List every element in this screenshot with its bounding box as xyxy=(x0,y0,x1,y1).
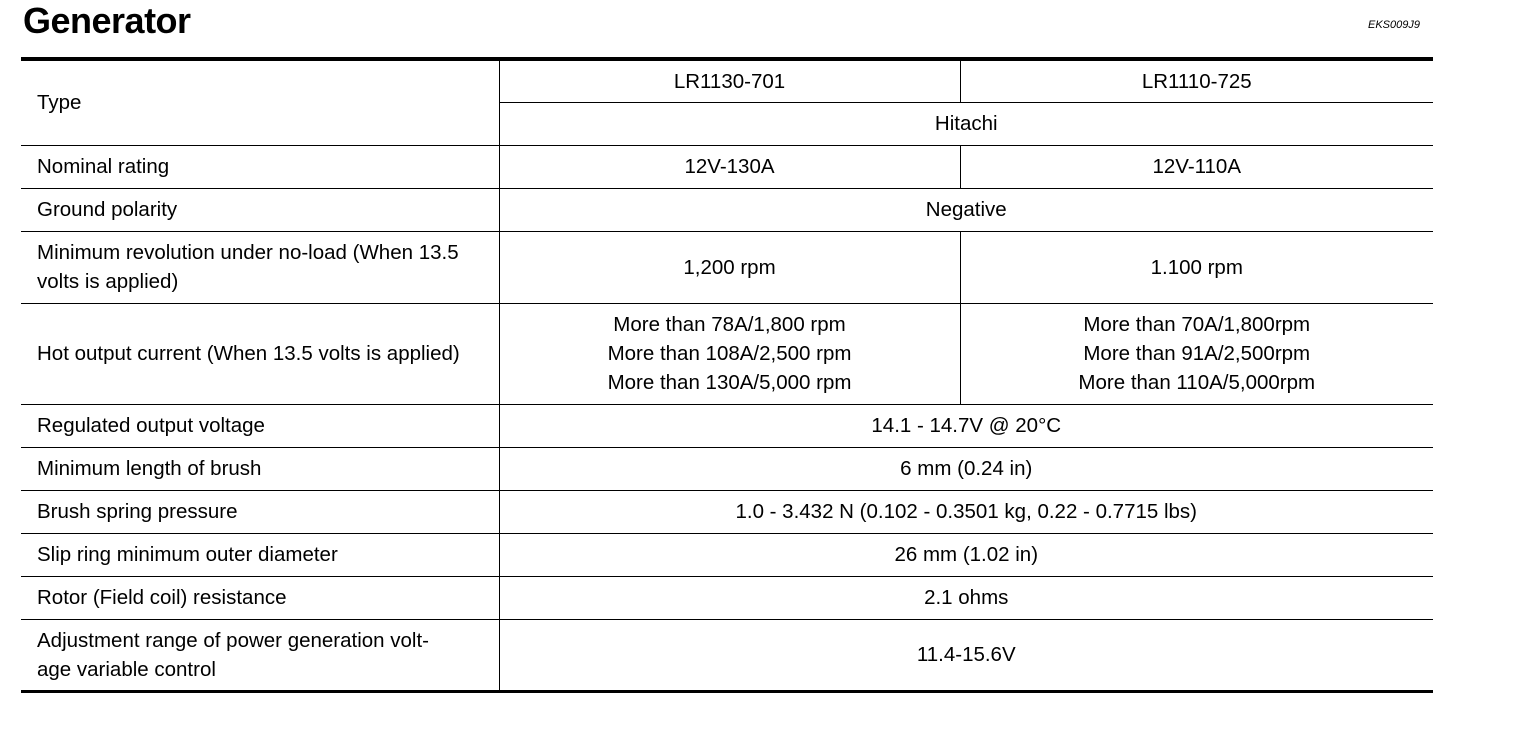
adjustment-range-value: 11.4-15.6V xyxy=(499,619,1433,691)
hot-output-a-line: More than 108A/2,500 rpm xyxy=(607,342,852,365)
brush-pressure-value: 1.0 - 3.432 N (0.102 - 0.3501 kg, 0.22 - 0.7715 lbs) xyxy=(499,490,1433,533)
label-rotor-resistance: Rotor (Field coil) resistance xyxy=(21,576,499,619)
label-slip-ring: Slip ring minimum outer diameter xyxy=(21,533,499,576)
label-ground-polarity: Ground polarity xyxy=(21,188,499,231)
table-row-brush-length xyxy=(21,447,1433,490)
min-revolution-b: 1.100 rpm xyxy=(960,231,1433,303)
table-row-brush-pressure xyxy=(21,490,1433,533)
table-row-min-revolution xyxy=(21,231,1433,303)
table-row-slip-ring xyxy=(21,533,1433,576)
brush-length-value: 6 mm (0.24 in) xyxy=(499,447,1433,490)
label-brush-pressure: Brush spring pressure xyxy=(21,490,499,533)
label-adjustment-range-line: age variable control xyxy=(37,657,216,681)
nominal-rating-b: 12V-110A xyxy=(960,145,1433,188)
label-regulated-voltage: Regulated output voltage xyxy=(21,404,499,447)
label-min-revolution: Minimum revolution under no-load (When 13.5 volts is applied) xyxy=(21,231,499,303)
min-revolution-a: 1,200 rpm xyxy=(499,231,960,303)
table-row-rotor-resistance xyxy=(21,576,1433,619)
nominal-rating-a: 12V-130A xyxy=(499,145,960,188)
hot-output-b xyxy=(960,303,1433,404)
hot-output-b-line: More than 91A/2,500rpm xyxy=(1083,342,1311,365)
slip-ring-value: 26 mm (1.02 in) xyxy=(499,533,1433,576)
model-a: LR1130-701 xyxy=(499,59,960,102)
rotor-resistance-value: 2.1 ohms xyxy=(499,576,1433,619)
hot-output-b-line: More than 110A/5,000rpm xyxy=(1078,371,1316,394)
maker: Hitachi xyxy=(499,102,1433,145)
label-brush-length: Minimum length of brush xyxy=(21,447,499,490)
hot-output-b-line: More than 70A/1,800rpm xyxy=(1083,313,1311,336)
page-title: Generator xyxy=(23,0,191,41)
hot-output-a-line: More than 130A/5,000 rpm xyxy=(607,371,852,394)
hot-output-a xyxy=(499,303,960,404)
hot-output-a-line: More than 78A/1,800 rpm xyxy=(613,313,846,336)
document-code: EKS009J9 xyxy=(1368,19,1420,31)
table-row-type-models xyxy=(21,59,1433,102)
table-row-ground-polarity xyxy=(21,188,1433,231)
label-adjustment-range-line: Adjustment range of power generation volt- xyxy=(37,628,430,652)
regulated-voltage-value: 14.1 - 14.7V @ 20°C xyxy=(499,404,1433,447)
label-adjustment-range xyxy=(21,619,499,691)
table-row-adjustment-range xyxy=(21,619,1433,691)
table-row-nominal-rating xyxy=(21,145,1433,188)
label-nominal-rating: Nominal rating xyxy=(21,145,499,188)
label-type: Type xyxy=(21,59,499,145)
table-row-hot-output xyxy=(21,303,1433,404)
model-b: LR1110-725 xyxy=(960,59,1433,102)
ground-polarity-value: Negative xyxy=(499,188,1433,231)
table-row-regulated-voltage xyxy=(21,404,1433,447)
generator-spec-table xyxy=(21,57,1433,693)
label-hot-output: Hot output current (When 13.5 volts is applied) xyxy=(21,303,499,404)
